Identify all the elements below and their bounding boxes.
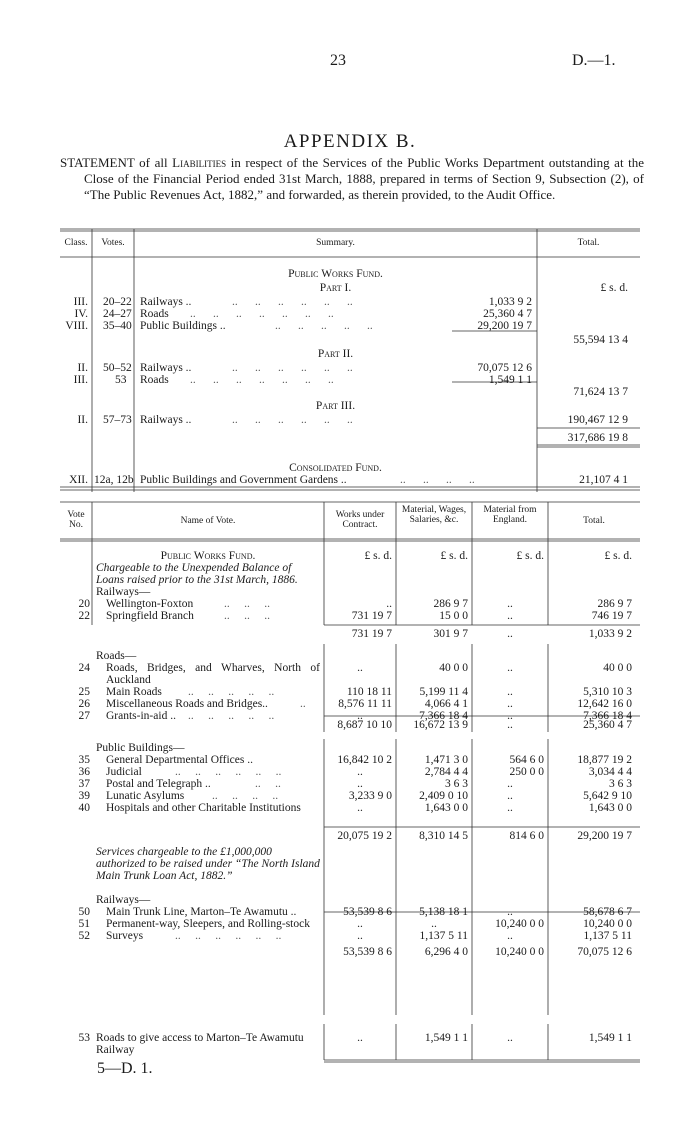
vote-name: Surveys <box>106 930 144 942</box>
vote-name: Miscellaneous Roads and Bridges.. <box>106 698 268 710</box>
subtotal-total: 70,075 12 6 <box>577 946 632 958</box>
summary-row-name: Public Buildings .. <box>140 320 226 332</box>
statement-liabilities: Liabilities <box>172 155 227 170</box>
summary-row-name: Roads <box>140 374 169 386</box>
subtotal-total: 29,200 19 7 <box>577 830 632 842</box>
vote-number: 50 <box>78 906 90 918</box>
summary-part1-total: 55,594 13 4 <box>573 334 628 346</box>
leader-dots: .. .. .. .. .. .. <box>232 414 353 426</box>
summary-row-votes: 24–27 <box>103 308 132 320</box>
summary-row-name: Railways .. <box>140 362 192 374</box>
summary-row-name: Railways .. <box>140 414 192 426</box>
vote-name: Permanent-way, Sleepers, and Rolling-stock <box>106 918 310 930</box>
vote-name: Wellington-Foxton <box>106 598 194 610</box>
leader-dots: .. .. .. <box>224 598 270 610</box>
leader-dots: .. <box>300 698 306 710</box>
material-value: 1,137 5 11 <box>419 930 468 942</box>
material-value: 5,138 18 1 <box>419 906 468 918</box>
material-value: 1,549 1 1 <box>424 1032 468 1044</box>
total-value: 1,643 0 0 <box>588 802 632 814</box>
subtotal-works: 53,539 8 6 <box>343 946 392 958</box>
summary-row-class: IV. <box>74 308 88 320</box>
summary-row-amount: 29,200 19 7 <box>477 320 532 332</box>
document-id: D.—1. <box>572 52 616 69</box>
detail-header-material: Material, Wages, Salaries, &c. <box>401 505 467 525</box>
total-value: 286 9 7 <box>597 598 632 610</box>
subtotal-material: 8,310 14 5 <box>419 830 468 842</box>
england-value: .. <box>507 778 513 790</box>
summary-row-class: III. <box>73 374 88 386</box>
vote-number: 35 <box>78 754 90 766</box>
vote-number: 52 <box>78 930 90 942</box>
england-value: .. <box>507 698 513 710</box>
subtotal-england: .. <box>507 719 513 731</box>
summary-part1-heading: Part I. <box>319 282 352 294</box>
subtotal-works: 731 19 7 <box>351 628 392 640</box>
summary-row-class: XII. <box>69 474 88 486</box>
summary-header-summary: Summary. <box>316 238 355 248</box>
detail-header-name: Name of Vote. <box>180 516 236 526</box>
summary-row-amount: 1,549 1 1 <box>488 374 532 386</box>
leader-dots: .. .. .. .. .. .. .. <box>190 308 334 320</box>
england-value: 564 6 0 <box>509 754 544 766</box>
vote-number: 37 <box>78 778 90 790</box>
summary-row-class: II. <box>77 362 88 374</box>
services-note: Services chargeable to the £1,000,000 authorized to be raised under “The North Island Main Trunk Loan Act, 1882.” <box>96 846 320 882</box>
vote-number: 27 <box>78 710 90 722</box>
leader-dots: .. .. <box>255 778 281 790</box>
works-value: 110 18 11 <box>346 686 392 698</box>
vote-number: 39 <box>78 790 90 802</box>
summary-row-votes: 53 <box>115 374 127 386</box>
vote-number: 20 <box>78 598 90 610</box>
works-value: 3,233 9 0 <box>348 790 392 802</box>
england-value: .. <box>507 906 513 918</box>
works-value: .. <box>357 662 363 674</box>
material-value: 15 0 0 <box>439 610 468 622</box>
summary-part2-total: 71,624 13 7 <box>573 386 628 398</box>
vote-number: 26 <box>78 698 90 710</box>
subtotal-england: 10,240 0 0 <box>495 946 544 958</box>
leader-dots: .. .. .. .. .. <box>275 320 373 332</box>
section-label: Roads— <box>96 650 137 662</box>
subtotal-england: .. <box>507 628 513 640</box>
works-value: 53,539 8 6 <box>343 906 392 918</box>
england-value: .. <box>507 610 513 622</box>
total-value: 3 6 3 <box>609 778 632 790</box>
subtotal-total: 1,033 9 2 <box>588 628 632 640</box>
works-value: .. <box>357 778 363 790</box>
vote-name: Roads, Bridges, and Wharves, North of Auckland <box>106 662 320 686</box>
works-value: .. <box>357 710 363 722</box>
material-value: .. <box>431 918 437 930</box>
section-label: Railways— <box>96 894 151 906</box>
vote-number: 25 <box>78 686 90 698</box>
summary-row-votes: 12a, 12b <box>94 474 134 486</box>
summary-currency: £ s. d. <box>600 282 628 294</box>
summary-row-name: Railways .. <box>140 296 192 308</box>
total-value: 5,310 10 3 <box>583 686 632 698</box>
england-value: .. <box>507 1032 513 1044</box>
material-value: 2,784 4 4 <box>424 766 468 778</box>
section-label: Public Buildings— <box>96 742 185 754</box>
subtotal-material: 6,296 4 0 <box>424 946 468 958</box>
summary-row-name: Public Buildings and Government Gardens .. <box>140 474 347 486</box>
england-value: 250 0 0 <box>509 766 544 778</box>
vote-name: Judicial <box>106 766 142 778</box>
leader-dots: .. .. .. .. .. .. .. <box>190 374 334 386</box>
detail-fund-title: Public Works Fund. <box>160 550 256 562</box>
vote-name: General Departmental Offices .. <box>106 754 253 766</box>
works-value: .. <box>386 598 392 610</box>
total-value: 7,366 18 4 <box>583 710 632 722</box>
vote-name: Main Trunk Line, Marton–Te Awamutu .. <box>106 906 297 918</box>
footer-signature: 5—D. 1. <box>97 1060 153 1077</box>
material-value: 3 6 3 <box>445 778 468 790</box>
england-value: .. <box>507 710 513 722</box>
works-value: .. <box>357 1032 363 1044</box>
material-value: 286 9 7 <box>433 598 468 610</box>
subtotal-works: 8,687 10 10 <box>337 719 392 731</box>
summary-row-amount: 25,360 4 7 <box>483 308 532 320</box>
subtotal-material: 301 9 7 <box>433 628 468 640</box>
currency-material: £ s. d. <box>440 550 468 562</box>
summary-grand-total: 317,686 19 8 <box>567 432 628 444</box>
vote-name: Hospitals and other Charitable Institutions <box>106 802 301 814</box>
total-value: 1,137 5 11 <box>583 930 632 942</box>
summary-consolidated-fund: Consolidated Fund. <box>289 462 382 474</box>
material-value: 5,199 11 4 <box>419 686 468 698</box>
total-value: 746 19 7 <box>591 610 632 622</box>
material-value: 1,643 0 0 <box>424 802 468 814</box>
detail-unexpended-note: Chargeable to the Unexpended Balance of Loans raised prior to the 31st March, 1886. <box>96 562 298 586</box>
england-value: .. <box>507 802 513 814</box>
material-value: 40 0 0 <box>439 662 468 674</box>
summary-part2-heading: Part II. <box>317 348 354 360</box>
currency-england: £ s. d. <box>516 550 544 562</box>
vote-name: Lunatic Asylums <box>106 790 185 802</box>
total-value: 18,877 19 2 <box>577 754 632 766</box>
vote-number: 51 <box>78 918 90 930</box>
leader-dots: .. .. .. .. <box>400 474 475 486</box>
detail-header-vote-no: Vote No. <box>67 510 85 530</box>
vote-number: 53 <box>78 1032 90 1044</box>
summary-row-votes: 50–52 <box>103 362 132 374</box>
summary-row-class: III. <box>73 296 88 308</box>
leader-dots: .. .. .. .. .. .. <box>232 362 353 374</box>
summary-part3-heading: Part III. <box>315 400 356 412</box>
england-value: .. <box>507 930 513 942</box>
subtotal-material: 16,672 13 9 <box>413 719 468 731</box>
currency-total: £ s. d. <box>604 550 632 562</box>
currency-works: £ s. d. <box>364 550 392 562</box>
leader-dots: .. .. .. .. <box>212 790 279 802</box>
works-value: .. <box>357 766 363 778</box>
summary-header-votes: Votes. <box>101 238 125 248</box>
leader-dots: .. .. .. .. .. <box>188 686 275 698</box>
total-value: 12,642 16 0 <box>577 698 632 710</box>
summary-row-class: II. <box>77 414 88 426</box>
summary-row-name: Roads <box>140 308 169 320</box>
summary-row-votes: 20–22 <box>103 296 132 308</box>
summary-row-votes: 57–73 <box>103 414 132 426</box>
leader-dots: .. .. .. .. .. <box>188 710 275 722</box>
subtotal-works: 20,075 19 2 <box>337 830 392 842</box>
england-value: .. <box>507 662 513 674</box>
works-value: 8,576 11 11 <box>338 698 392 710</box>
england-value: .. <box>507 790 513 802</box>
vote-name: Grants-in-aid .. <box>106 710 176 722</box>
subtotal-england: 814 6 0 <box>509 830 544 842</box>
works-value: .. <box>357 918 363 930</box>
works-value: .. <box>357 802 363 814</box>
material-value: 4,066 4 1 <box>424 698 468 710</box>
detail-header-works: Works under Contract. <box>335 510 385 530</box>
summary-row-amount: 70,075 12 6 <box>477 362 532 374</box>
leader-dots: .. .. .. <box>224 610 270 622</box>
vote-name: Postal and Telegraph .. <box>106 778 211 790</box>
summary-public-works-fund: Public Works Fund. <box>288 268 383 280</box>
material-value: 2,409 0 10 <box>419 790 468 802</box>
statement-lead: STATEMENT <box>60 155 135 170</box>
summary-part3-total: 190,467 12 9 <box>567 414 628 426</box>
vote-number: 24 <box>78 662 90 674</box>
detail-header-england: Material from England. <box>483 505 537 525</box>
statement-of-all: of all <box>139 155 168 170</box>
page-number: 23 <box>330 52 346 69</box>
vote-name: Roads to give access to Marton–Te Awamutu Railway <box>96 1032 304 1056</box>
vote-number: 22 <box>78 610 90 622</box>
summary-row-amount: 1,033 9 2 <box>488 296 532 308</box>
summary-row-class: VIII. <box>65 320 88 332</box>
material-value: 1,471 3 0 <box>424 754 468 766</box>
vote-name: Springfield Branch <box>106 610 194 622</box>
total-value: 1,549 1 1 <box>588 1032 632 1044</box>
total-value: 5,642 9 10 <box>583 790 632 802</box>
summary-header-total: Total. <box>577 238 600 248</box>
leader-dots: .. .. .. .. .. .. <box>175 766 282 778</box>
total-value: 58,678 6 7 <box>583 906 632 918</box>
summary-header-class: Class. <box>64 238 88 248</box>
summary-consolidated-total: 21,107 4 1 <box>579 474 628 486</box>
appendix-title: APPENDIX B. <box>283 131 417 152</box>
vote-number: 36 <box>78 766 90 778</box>
subtotal-total: 25,360 4 7 <box>583 719 632 731</box>
leader-dots: .. .. .. .. .. .. <box>232 296 353 308</box>
section-label: Railways— <box>96 586 151 598</box>
material-value: 7,366 18 4 <box>419 710 468 722</box>
total-value: 40 0 0 <box>603 662 632 674</box>
total-value: 10,240 0 0 <box>583 918 632 930</box>
works-value: .. <box>357 930 363 942</box>
summary-row-votes: 35–40 <box>103 320 132 332</box>
vote-number: 40 <box>78 802 90 814</box>
england-value: .. <box>507 686 513 698</box>
vote-name: Main Roads <box>106 686 162 698</box>
leader-dots: .. .. .. .. .. .. <box>175 930 282 942</box>
england-value: 10,240 0 0 <box>495 918 544 930</box>
statement-text: in respect of the Services of the Public Works Department outstanding at the Close of the Financial Period ended 31st March, 1888, prepared in terms of Section 9, Subsection (2), of “The Public Revenues Act, 1882,” and forwarded, as therein provided, to the Audit Office. <box>84 155 645 202</box>
total-value: 3,034 4 4 <box>588 766 632 778</box>
england-value: .. <box>507 598 513 610</box>
works-value: 16,842 10 2 <box>337 754 392 766</box>
detail-header-total: Total. <box>583 516 605 526</box>
works-value: 731 19 7 <box>351 610 392 622</box>
